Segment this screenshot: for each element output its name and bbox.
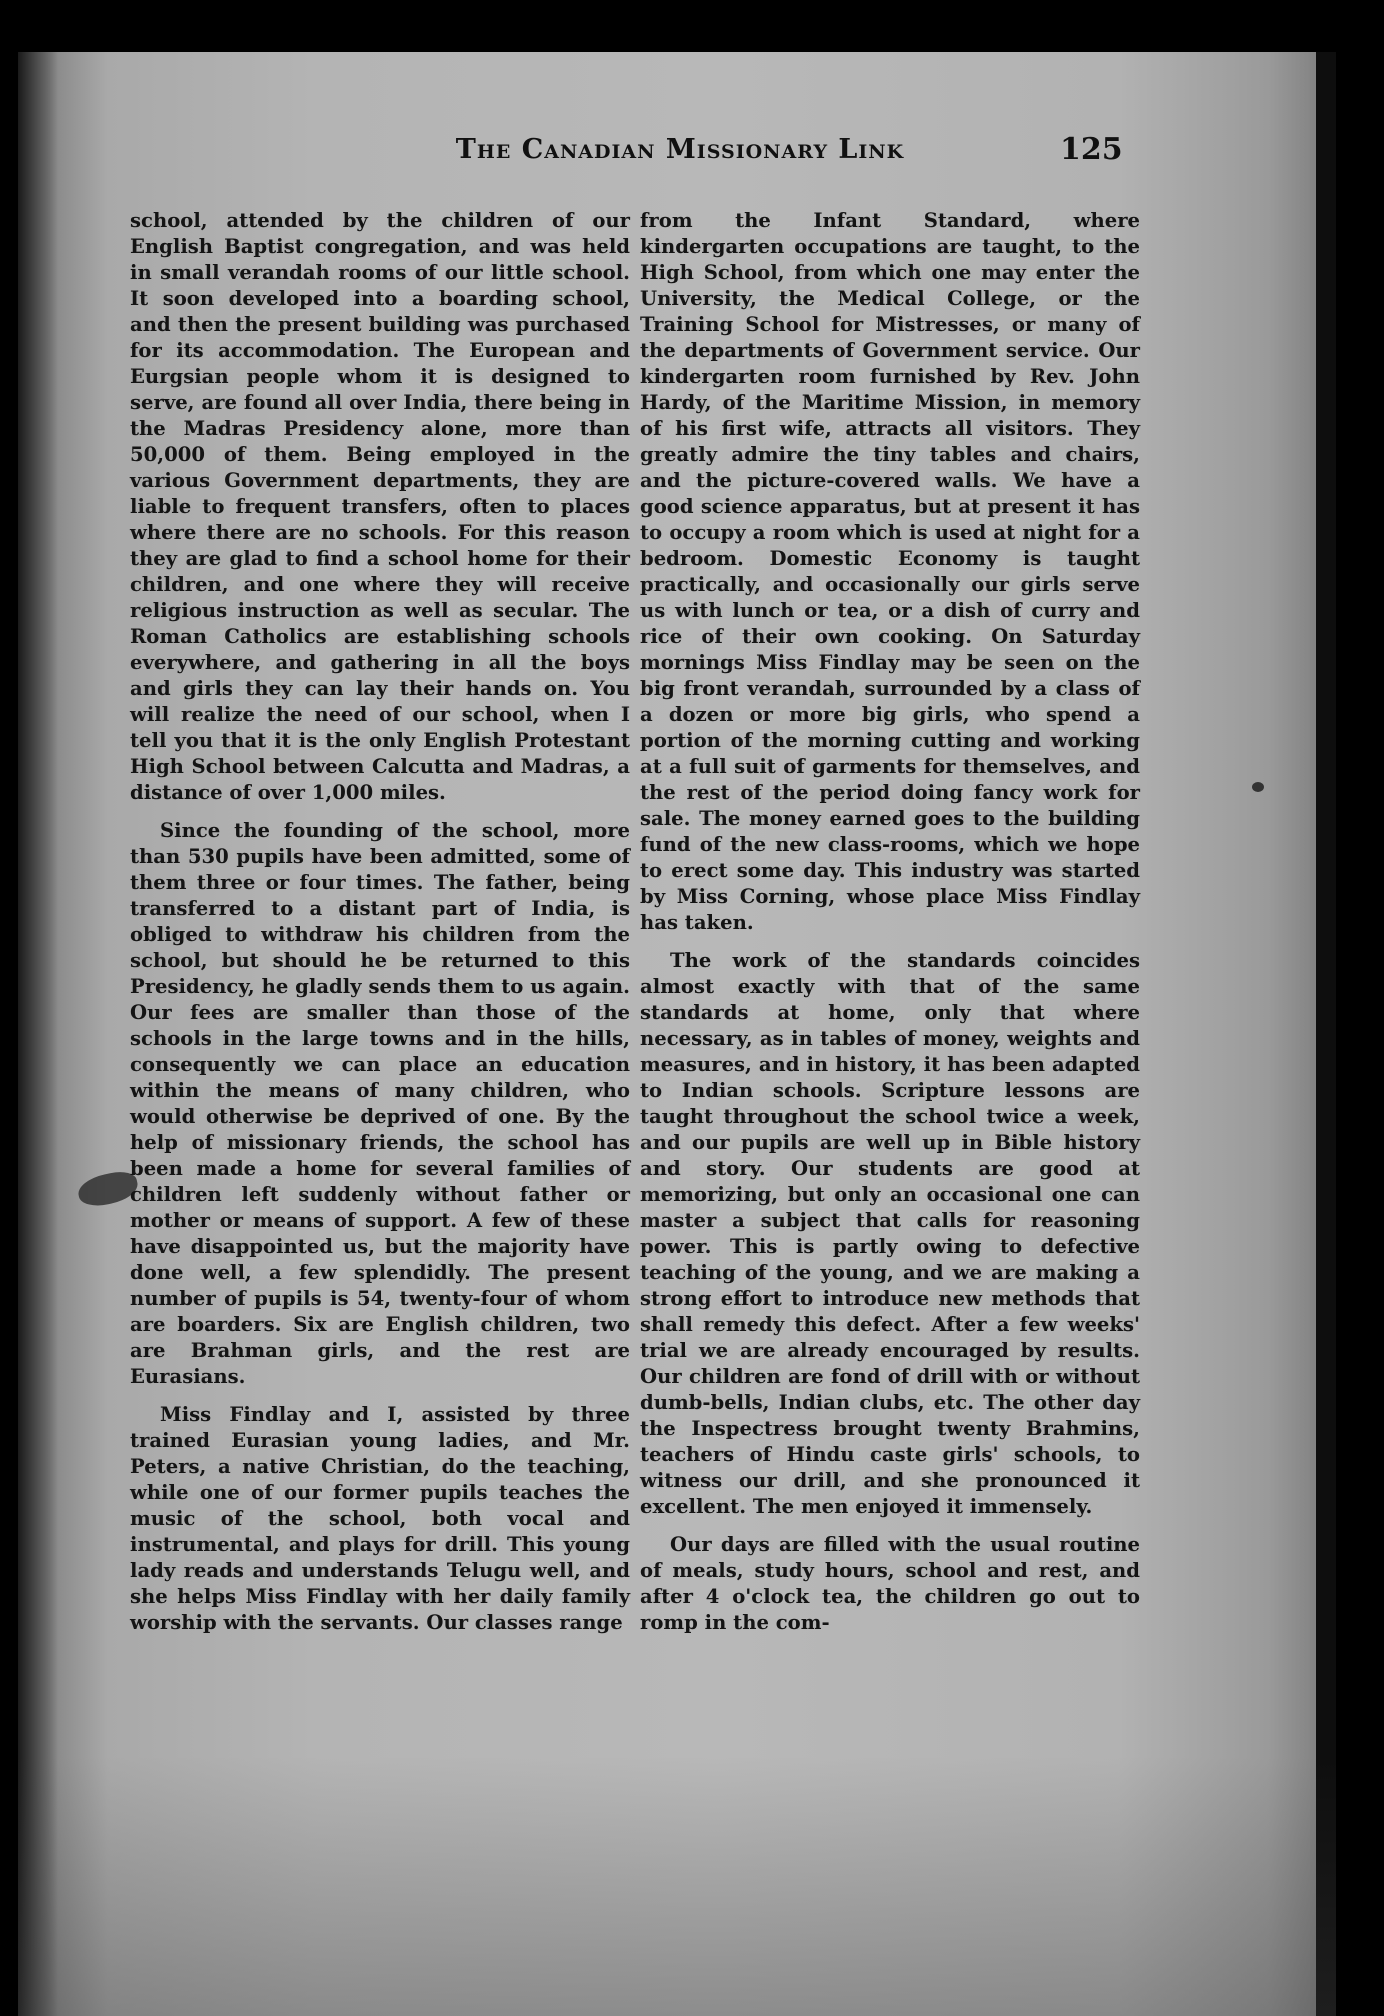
running-header: The Canadian Missionary Link [455,134,905,165]
paragraph: Our days are filled with the usual routine of meals, study hours, school and rest, and after 4 o'clock tea, the children go out to romp in the com- [640,1533,1140,1634]
page-gutter-shadow [18,52,58,2016]
paragraph: The work of the standards coincides almost exactly with that of the same standards at home, only that where necessary, as in tables of money, weights and measures, and in history, it has been adapted to Indian schools. Scripture lessons are taught throughout the school twice a week, and our pupils are well up in Bible history and story. Our students are good at memorizing, but only an occasional one can master a subject that calls for reasoning power. This is partly owing to defective teaching of the young, and we are making a strong effort to introduce new methods that shall remedy this defect. After a few weeks' trial we are already encouraged by results. Our children are fond of drill with or without dumb-bells, Indian clubs, etc. The other day the Inspectress brought twenty Brahmins, teachers of Hindu caste girls' schools, to witness our drill, and she pronounced it excellent. The men enjoyed it immensely. [640,949,1140,1518]
paragraph: Since the founding of the school, more than 530 pupils have been admitted, some of them three or four times. The father, being transferred to a distant part of India, is obliged to withdraw his children from the school, but should he be returned to this Presidency, he gladly sends them to us again. Our fees are smaller than those of the schools in the large towns and in the hills, consequently we can place an education within the means of many children, who would otherwise be deprived of one. By the help of missionary friends, the school has been made a home for several families of children left suddenly without father or mother or means of support. A few of these have disappointed us, but the majority have done well, a few splendidly. The present number of pupils is 54, twenty-four of whom are boarders. Six are English children, two are Brahman girls, and the rest are Eurasians. [130,819,630,1388]
ink-mark [1252,782,1264,792]
page-right-border [1316,52,1336,2016]
paragraph: school, attended by the children of our English Baptist congregation, and was held in small verandah rooms of our little school. It soon developed into a boarding school, and then the present building was purchased for its accommodation. The European and Eurgsian people whom it is designed to serve, are found all over India, there being in the Madras Presidency alone, more than 50,000 of them. Being employed in the various Government departments, they are liable to frequent transfers, often to places where there are no schools. For this reason they are glad to find a school home for their children, and one where they will receive religious instruction as well as secular. The Roman Catholics are establishing schools everywhere, and gathering in all the boys and girls they can lay their hands on. You will realize the need of our school, when I tell you that it is the only English Protestant High School between Calcutta and Madras, a distance of over 1,000 miles. [130,209,630,804]
paragraph: from the Infant Standard, where kindergarten occupations are taught, to the High School, from which one may enter the University, the Medical College, or the Training School for Mistresses, or many of the departments of Government service. Our kindergarten room furnished by Rev. John Hardy, of the Maritime Mission, in memory of his first wife, attracts all visitors. They greatly admire the tiny tables and chairs, and the picture-covered walls. We have a good science apparatus, but at present it has to occupy a room which is used at night for a bedroom. Domestic Economy is taught practically, and occasionally our girls serve us with lunch or tea, or a dish of curry and rice of their own cooking. On Saturday mornings Miss Findlay may be seen on the big front verandah, surrounded by a class of a dozen or more big girls, who spend a portion of the morning cutting and working at a full suit of garments for themselves, and the rest of the period doing fancy work for sale. The money earned goes to the building fund of the new class-rooms, which we hope to erect some day. This industry was started by Miss Corning, whose place Miss Findlay has taken. [640,209,1140,934]
paragraph: Miss Findlay and I, assisted by three trained Eurasian young ladies, and Mr. Peters, a native Christian, do the teaching, while one of our former pupils teaches the music of the school, both vocal and instrumental, and plays for drill. This young lady reads and understands Telugu well, and she helps Miss Findlay with her daily family worship with the servants. Our classes range [130,1403,630,1634]
text-column-left [130,208,630,1648]
page-number: 125 [1060,132,1123,167]
text-column-right [640,208,1140,1648]
